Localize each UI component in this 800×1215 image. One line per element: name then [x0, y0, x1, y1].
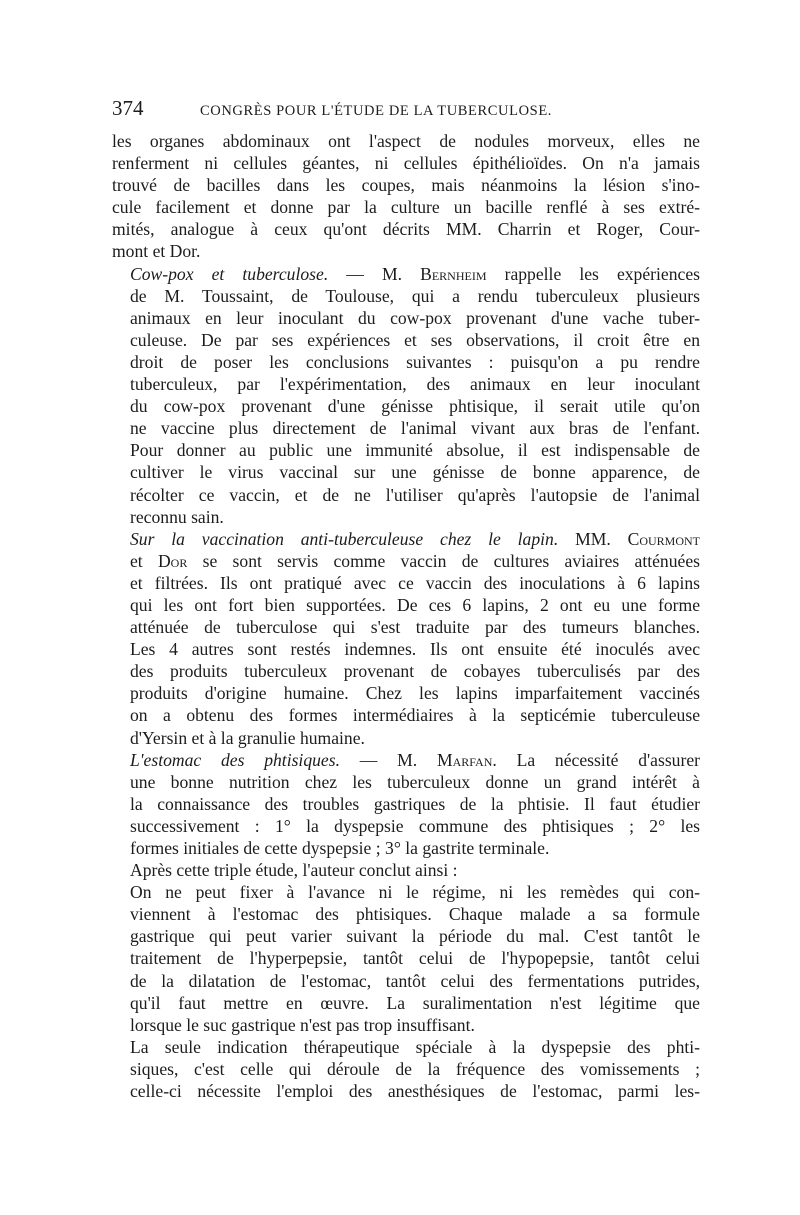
text-line: mités, analogue à ceux qu'ont décrits MM. Charrin et Roger, Cour-: [112, 219, 700, 240]
paragraph-vaccination: [112, 528, 700, 749]
text-line: qui les ont fort bien supportées. De ces 6 lapins, 2 ont eu une forme: [130, 594, 700, 615]
paragraph-cow-pox: [112, 263, 700, 528]
text-line: d'Yersin et à la granulie humaine.: [130, 727, 365, 748]
text-line: trouvé de bacilles dans les coupes, mais néanmoins la lésion s'ino-: [112, 175, 700, 196]
text-run: . La nécessité d'assurer: [492, 749, 700, 770]
text-line: récolter ce vaccin, et de ne l'utiliser qu'après l'autopsie de l'animal: [130, 484, 700, 505]
text-line: siques, c'est celle qui déroule de la fréquence des vomissements ;: [130, 1058, 700, 1079]
text-line: celle-ci nécessite l'emploi des anesthésiques de l'estomac, parmi les-: [130, 1081, 700, 1102]
author-name: Bernheim: [420, 263, 487, 284]
text-line: tuberculeux, par l'expérimentation, des animaux en leur inoculant: [130, 374, 700, 395]
body-text: [112, 130, 700, 1102]
paragraph-conclusion-intro: [112, 859, 700, 881]
book-page: [112, 96, 700, 1102]
text-line: atténuée de tuberculose qui s'est traduite par des tumeurs blanches.: [130, 617, 700, 638]
page-number: 374: [112, 96, 144, 120]
text-line: et filtrées. Ils ont pratiqué avec ce vaccin des inoculations à 6 lapins: [130, 572, 700, 593]
text-line: cultiver le virus vaccinal sur une génisse de bonne apparence, de: [130, 462, 700, 483]
text-line: [112, 749, 700, 771]
text-line: animaux en leur inoculant du cow-pox provenant d'une vache tuber-: [130, 307, 700, 328]
text-line: La seule indication thérapeutique spéciale à la dyspepsie des phti-: [130, 1036, 700, 1057]
text-line: mont et Dor.: [112, 241, 201, 262]
text-line: droit de poser les conclusions suivantes : puisqu'on a pu rendre: [130, 351, 700, 372]
author-name: Dor: [157, 550, 188, 571]
text-line: cule facilement et donne par la culture un bacille renflé à ses extré-: [112, 197, 700, 218]
text-run: — M.: [339, 749, 437, 770]
running-title: CONGRÈS POUR L'ÉTUDE DE LA TUBERCULOSE.: [200, 103, 553, 119]
text-line: reconnu sain.: [130, 506, 224, 527]
text-line: ne vaccine plus directement de l'animal vivant aux bras de l'enfant.: [130, 418, 700, 439]
text-line: Les 4 autres sont restés indemnes. Ils ont ensuite été inoculés avec: [130, 639, 700, 660]
running-head: [112, 96, 700, 130]
text-run: se sont servis comme vaccin de cultures aviaires atténuées: [187, 550, 700, 571]
author-name: Courmont: [627, 528, 701, 549]
text-line: successivement : 1° la dyspepsie commune des phtisiques ; 2° les: [130, 815, 700, 836]
text-line: les organes abdominaux ont l'aspect de nodules morveux, elles ne: [112, 131, 700, 151]
text-line: viennent à l'estomac des phtisiques. Chaque malade a sa formule: [130, 904, 700, 925]
paragraph-regime: [112, 881, 700, 1036]
text-line: de la dilatation de l'estomac, tantôt celui des fermentations putrides,: [130, 970, 700, 991]
text-line: renferment ni cellules géantes, ni cellules épithélioïdes. On n'a jamais: [112, 153, 700, 174]
text-line: gastrique qui peut varier suivant la période du mal. C'est tantôt le: [130, 926, 700, 947]
text-line: formes initiales de cette dyspepsie ; 3° la gastrite terminale.: [130, 838, 550, 858]
text-line: produits d'origine humaine. Chez les lapins imparfaitement vaccinés: [130, 683, 700, 704]
text-line: [112, 528, 700, 550]
text-line: des produits tuberculeux provenant de cobayes tuberculisés par des: [130, 661, 700, 682]
text-line: traitement de l'hyperpepsie, tantôt celui de l'hypopepsie, tantôt celui: [130, 948, 700, 969]
text-line: qu'il faut mettre en œuvre. La suralimentation n'est légitime que: [130, 992, 700, 1013]
text-run: et: [130, 550, 158, 571]
text-line: du cow-pox provenant d'une génisse phtisique, il serait utile qu'on: [130, 396, 700, 417]
text-line: Après cette triple étude, l'auteur conclut ainsi :: [130, 860, 458, 881]
author-name: Marfan: [436, 749, 493, 770]
text-line: On ne peut fixer à l'avance ni le régime, ni les remèdes qui con-: [130, 882, 700, 903]
text-line: une bonne nutrition chez les tuberculeux donne un grand intérêt à: [130, 771, 700, 792]
text-run: MM.: [558, 528, 628, 549]
paragraph-continuation: [112, 130, 700, 263]
text-line: [112, 550, 700, 572]
section-heading: Sur la vaccination anti-tuberculeuse chez le lapin.: [130, 528, 559, 549]
section-heading: L'estomac des phtisiques.: [130, 749, 340, 770]
section-heading: Cow-pox et tuberculose.: [130, 263, 329, 284]
paragraph-indication: [112, 1036, 700, 1102]
text-line: lorsque le suc gastrique n'est pas trop insuffisant.: [130, 1014, 475, 1035]
text-line: on a obtenu des formes intermédiaires à la septicémie tuberculeuse: [130, 705, 700, 726]
text-line: culeuse. De par ses expériences et ses observations, il croit être en: [130, 329, 700, 350]
text-line: de M. Toussaint, de Toulouse, qui a rendu tuberculeux plusieurs: [130, 285, 700, 306]
paragraph-estomac: [112, 749, 700, 859]
text-run: rappelle les expériences: [486, 263, 700, 284]
text-run: — M.: [328, 263, 421, 284]
text-line: Pour donner au public une immunité absolue, il est indispensable de: [130, 440, 700, 461]
text-line: la connaissance des troubles gastriques de la phtisie. Il faut étudier: [130, 793, 700, 814]
text-line: [112, 263, 700, 285]
